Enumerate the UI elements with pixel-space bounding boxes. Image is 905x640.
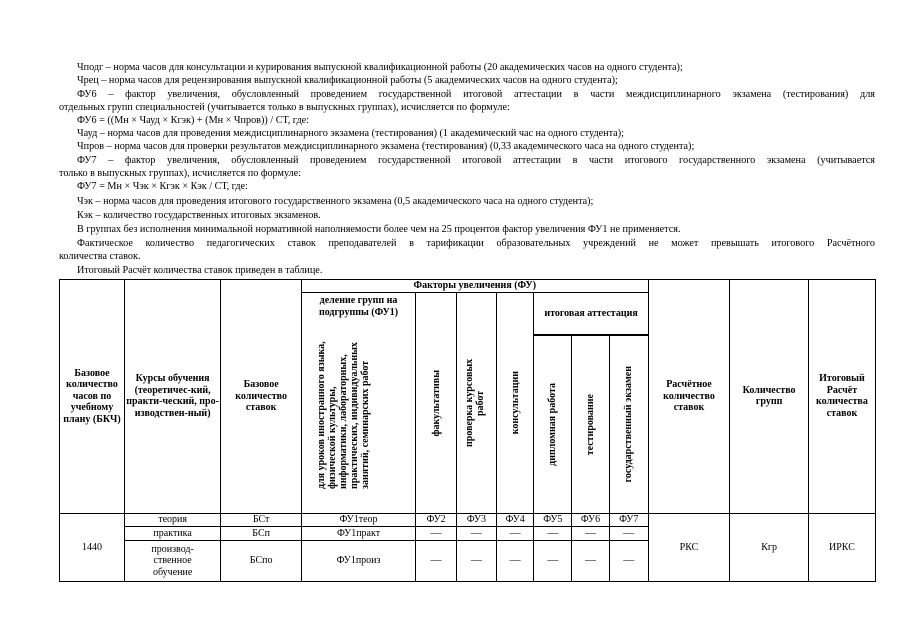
para-fu7-def-cont: только в выпускных группах), исчисляется по формуле: bbox=[59, 168, 302, 179]
header-electives: факультативы bbox=[416, 293, 457, 513]
rates-table bbox=[59, 279, 876, 582]
header-final-attestation: итоговая аттестация bbox=[534, 293, 648, 334]
cell-fu3: — bbox=[456, 540, 496, 581]
header-state-exam: государственный экзамен bbox=[609, 335, 648, 513]
header-coursework: проверка курсовых работ bbox=[456, 293, 496, 513]
header-testing: тестирование bbox=[572, 335, 610, 513]
header-subgroups-detail: для уроков иностранного языка, физической культуры, информатики, лабораторных, практических, индивидуальных занятий, семинарских работ bbox=[315, 341, 371, 490]
para-fu7-def: ФУ7 – фактор увеличения, обусловленный проведением государственной итоговой аттестации в части итогового государственного экзамена (учитывается bbox=[77, 155, 875, 166]
cell-base: БСт bbox=[221, 513, 302, 526]
cell-fu2: — bbox=[416, 527, 457, 540]
header-courses: Курсы обучения (теоретичес-кий, практи-ческий, про-изводствен-ный) bbox=[124, 280, 220, 514]
header-groups: Количество групп bbox=[730, 280, 809, 514]
cell-fu5: ФУ5 bbox=[534, 513, 572, 526]
cell-fu5: — bbox=[534, 527, 572, 540]
cell-fu2: ФУ2 bbox=[416, 513, 457, 526]
header-subgroups-title: деление групп на подгруппы (ФУ1) bbox=[318, 295, 399, 318]
header-final-rates: Итоговый Расчёт количества ставок bbox=[808, 280, 875, 514]
cell-irks: ИРКС bbox=[808, 513, 875, 581]
cell-base: БСп bbox=[221, 527, 302, 540]
cell-fu1: ФУ1практ bbox=[301, 527, 415, 540]
para-fu6-formula: ФУ6 = ((Мн × Чауд × Кгэк) + (Мн × Чпров)) / СТ, где: bbox=[77, 115, 309, 126]
cell-fu3: ФУ3 bbox=[456, 513, 496, 526]
cell-fu7: ФУ7 bbox=[609, 513, 648, 526]
para-fu1-note: В группах без исполнения минимальной нормативной наполняемости более чем на 25 процентов фактор увеличения ФУ1 не применяется. bbox=[77, 224, 681, 235]
cell-fu3: — bbox=[456, 527, 496, 540]
cell-fu6: — bbox=[572, 527, 610, 540]
header-thesis: дипломная работа bbox=[534, 335, 572, 513]
cell-course: теория bbox=[124, 513, 220, 526]
para-fu7-formula: ФУ7 = Мн × Чэк × Кгэк × Кэк / СТ, где: bbox=[77, 181, 248, 192]
cell-fu5: — bbox=[534, 540, 572, 581]
cell-fu6: ФУ6 bbox=[572, 513, 610, 526]
para-kek: Кэк – количество государственных итоговых экзаменов. bbox=[77, 210, 321, 221]
header-base-hours: Базовое количество часов по учебному плану (БКЧ) bbox=[60, 280, 125, 514]
header-base-rates: Базовое количество ставок bbox=[221, 280, 302, 514]
cell-fu2: — bbox=[416, 540, 457, 581]
para-chrec: Чрец – норма часов для рецензирования выпускной квалификационной работы (5 академических часов на одного студента); bbox=[77, 75, 618, 86]
cell-fu7: — bbox=[609, 540, 648, 581]
cell-bkch: 1440 bbox=[60, 513, 125, 581]
table-row bbox=[60, 513, 876, 526]
cell-base: БСпо bbox=[221, 540, 302, 581]
para-chek: Чэк – норма часов для проведения итогового государственного экзамена (0,5 академического часа на одного студента); bbox=[77, 196, 594, 207]
para-chprov: Чпров – норма часов для проверки результатов междисциплинарного экзамена (тестирования) (0,33 академического часа на одного студента); bbox=[77, 141, 695, 152]
para-actual-rates: Фактическое количество педагогических ставок преподавателей в тарификации образовательных учреждений не может превышать итогового Расчётного bbox=[77, 238, 875, 249]
header-factors: Факторы увеличения (ФУ) bbox=[301, 280, 648, 293]
header-subgroups bbox=[301, 293, 415, 513]
cell-fu1: ФУ1теор bbox=[301, 513, 415, 526]
header-consultations: консультации bbox=[496, 293, 534, 513]
cell-kgr: Кгр bbox=[730, 513, 809, 581]
cell-fu1: ФУ1произ bbox=[301, 540, 415, 581]
cell-fu4: — bbox=[496, 527, 534, 540]
para-chpodg: Чподг – норма часов для консультации и курирования выпускной квалификационной работы (20 академических часов на одного студента); bbox=[77, 62, 683, 73]
para-table-intro: Итоговый Расчёт количества ставок приведен в таблице. bbox=[77, 265, 323, 276]
para-chaud: Чауд – норма часов для проведения междисциплинарного экзамена (тестирования) (1 академический час на одного студента); bbox=[77, 128, 624, 139]
cell-course: практика bbox=[124, 527, 220, 540]
cell-course: производ-ственное обучение bbox=[124, 540, 220, 581]
cell-fu4: — bbox=[496, 540, 534, 581]
para-fu6-def-cont: отдельных групп специальностей (учитывается только в выпускных группах), исчисляется по формуле: bbox=[59, 102, 510, 113]
cell-fu4: ФУ4 bbox=[496, 513, 534, 526]
cell-fu6: — bbox=[572, 540, 610, 581]
para-actual-rates-cont: количества ставок. bbox=[59, 251, 141, 262]
cell-fu7: — bbox=[609, 527, 648, 540]
para-fu6-def: ФУ6 – фактор увеличения, обусловленный проведением государственной итоговой аттестации в части междисциплинарного экзамена (тестирования) для bbox=[77, 89, 875, 100]
cell-rks: РКС bbox=[648, 513, 730, 581]
header-calc-rates: Расчётное количество ставок bbox=[648, 280, 730, 514]
